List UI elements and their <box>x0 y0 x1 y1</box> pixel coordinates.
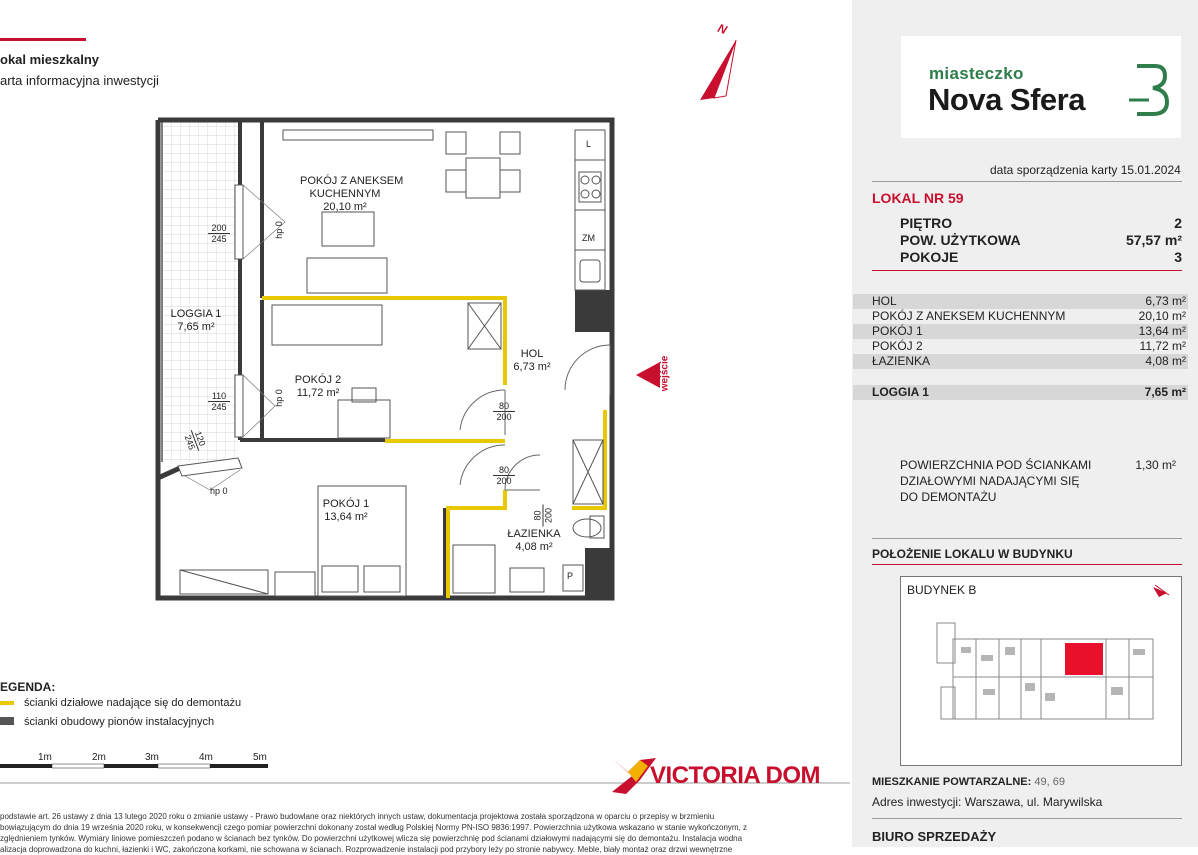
room-area: 4,08 m² <box>1145 354 1186 368</box>
hol-name: HOL <box>520 348 544 360</box>
partition-line-2: DZIAŁOWYMI NADAJĄCYMI SIĘ <box>900 474 1080 488</box>
door1-height: 200 <box>496 412 512 422</box>
door-dim-3 <box>533 505 554 527</box>
area-value: 57,57 m² <box>1125 232 1182 248</box>
window3-height: 245 <box>182 433 198 452</box>
unit-location-highlight <box>1065 643 1103 675</box>
room-name: POKÓJ Z ANEKSEM KUCHENNYM <box>872 309 1066 323</box>
label-kitchen-room <box>300 175 404 214</box>
partition-value: 1,30 m² <box>1135 458 1176 472</box>
appliance-dishwasher-label: ZM <box>582 233 595 243</box>
footnote-line-2: bowiązującym do dnia 19 września 2020 roku, w konsekwencji czego pomiar powierzchni dokonany został według Polskiej Normy PN-ISO 9836:1997. Powierzchnia użytkowa wskazano w stanie wykończonym, z <box>0 823 748 832</box>
pokoj1-area: 13,64 m² <box>324 511 368 523</box>
floor-label: PIĘTRO <box>900 215 953 231</box>
pokoj1-name: POKÓJ 1 <box>322 498 370 510</box>
door1-width: 80 <box>493 401 515 412</box>
label-lazienka <box>506 528 562 554</box>
divider-address <box>872 818 1182 819</box>
location-title: POŁOŻENIE LOKALU W BUDYNKU <box>872 547 1073 561</box>
room-area: 11,72 m² <box>1139 339 1186 353</box>
page-subtitle: arta informacyjna inwestycji <box>0 73 159 88</box>
window-dim-2 <box>208 391 230 412</box>
label-pokoj1 <box>318 498 374 524</box>
scale-label-2m: 2m <box>92 752 106 763</box>
sales-office-title: BIURO SPRZEDAŻY <box>872 829 997 844</box>
label-loggia <box>168 308 224 334</box>
entrance-arrow <box>636 362 660 388</box>
room-row-hol <box>853 294 1188 309</box>
door3-width: 80 <box>533 505 544 527</box>
scale-label-1m: 1m <box>38 752 52 763</box>
room-area: 13,64 m² <box>1138 324 1186 338</box>
divider-partition <box>872 538 1182 539</box>
door3-height: 200 <box>543 507 554 524</box>
pokoj2-name: POKÓJ 2 <box>294 374 342 386</box>
loggia-area: 7,65 m² <box>177 321 215 333</box>
room-area: 20,10 m² <box>1138 309 1186 323</box>
divider-unit <box>872 270 1182 271</box>
room-area: 6,73 m² <box>1145 294 1186 308</box>
card-date: data sporządzenia karty 15.01.2024 <box>990 163 1181 177</box>
window1-height: 245 <box>211 234 227 244</box>
room-name: HOL <box>872 294 897 308</box>
loggia-name: LOGGIA 1 <box>872 385 929 399</box>
floor-value: 2 <box>1174 215 1182 231</box>
legend-swatch-partition <box>0 701 14 705</box>
door2-height: 200 <box>496 476 512 486</box>
address: Adres inwestycji: Warszawa, ul. Marywilska <box>872 795 1103 809</box>
unit-title: LOKAL NR 59 <box>872 190 964 206</box>
scale-label-5m: 5m <box>253 752 267 763</box>
scale-label-4m: 4m <box>199 752 213 763</box>
north-arrow <box>700 40 736 100</box>
window1-width: 200 <box>208 223 230 234</box>
area-label: POW. UŻYTKOWA <box>900 232 1021 248</box>
divider-date <box>872 181 1182 182</box>
window3-hp: hp 0 <box>210 486 228 496</box>
partition-line-3: DO DEMONTAŻU <box>900 490 997 504</box>
entrance-label: wejście <box>659 355 671 392</box>
legend-item-shaft: ścianki obudowy pionów instalacyjnych <box>24 716 215 728</box>
window1-hp: hp 0 <box>273 221 284 239</box>
loggia-area: 7,65 m² <box>1144 385 1186 399</box>
building-label: BUDYNEK B <box>907 583 977 597</box>
room-name: POKÓJ 2 <box>872 339 923 353</box>
rooms-value: 3 <box>1174 249 1182 265</box>
label-hol <box>510 348 554 374</box>
repeat-label <box>872 776 1065 788</box>
window2-hp: hp 0 <box>273 389 284 407</box>
repeat-label-text: MIESZKANIE POWTARZALNE: <box>872 776 1032 788</box>
room-name: POKÓJ 1 <box>872 324 923 338</box>
legend-title: EGENDA: <box>0 680 56 694</box>
room-row-lazienka <box>853 354 1188 369</box>
rooms-label: POKOJE <box>900 249 959 265</box>
door-dim-1 <box>493 401 515 422</box>
legend-swatch-shaft <box>0 717 14 725</box>
partition-text <box>900 457 1091 505</box>
kitchen-room-name-1: POKÓJ Z ANEKSEM <box>300 175 404 187</box>
partition-line-1: POWIERZCHNIA POD ŚCIANKAMI <box>900 458 1092 472</box>
repeat-value: 49, 69 <box>1034 776 1065 788</box>
scale-bar <box>0 764 268 768</box>
window3-width: 120 <box>191 427 209 451</box>
appliance-washer-label: P <box>567 571 574 581</box>
building-location-map <box>900 576 1182 766</box>
window2-width: 110 <box>208 391 230 402</box>
logo-mark-icon <box>1129 60 1169 120</box>
window-dim-1 <box>208 223 230 244</box>
room-name: ŁAZIENKA <box>872 354 931 368</box>
door-dim-2 <box>493 465 515 486</box>
hol-area: 6,73 m² <box>513 361 551 373</box>
appliance-fridge-label: L <box>586 139 592 149</box>
kitchen-room-area: 20,10 m² <box>323 201 367 213</box>
brand-victoria-dom: VICTORIA DOM <box>650 762 821 789</box>
building-map-drawing <box>901 577 1181 765</box>
lazienka-area: 4,08 m² <box>515 541 553 553</box>
loggia-row <box>853 385 1188 400</box>
loggia-name: LOGGIA 1 <box>170 308 222 320</box>
logo-small-text: miasteczko <box>929 64 1024 83</box>
logo-nova-sfera <box>901 36 1181 138</box>
pokoj2-area: 11,72 m² <box>296 387 340 399</box>
scale-label-3m: 3m <box>145 752 159 763</box>
north-label: N <box>715 20 729 38</box>
footnote-line-1: podstawie art. 26 ustawy z dnia 13 lutego 2020 roku o zmianie ustawy - Prawo budowlane oraz niektórych innych ustaw, dokumentacja projektowa została sporządzona w oparciu o przepisy w brzmieniu <box>0 812 715 821</box>
footnote-line-3: zględnieniem tynków. Wymiary liniowe pomieszczeń podano w ścianach bez tynków. Do powierzchni użytkowej wlicza się powierzchnię pod ścianami działowymi nadającymi się do demontażu. Instalacja wodna <box>0 834 743 843</box>
kitchen-room-name-2: KUCHENNYM <box>309 188 381 200</box>
label-pokoj2 <box>290 374 346 400</box>
logo-big-text: Nova Sfera <box>928 82 1085 117</box>
lazienka-name: ŁAZIENKA <box>507 528 561 540</box>
footnote-line-4: alizacja doprowadzona do kuchni, łazienki i WC, zakończona korkami, nie schowana w ścianach. Rozprowadzenie instalacji pod przybory leży po stronie nabywcy. Meble, biały montaż oraz drzwi wewnętrzne <box>0 845 733 854</box>
room-row-kitchen <box>853 309 1188 324</box>
room-row-pokoj2 <box>853 339 1188 354</box>
page-title: okal mieszkalny <box>0 52 99 67</box>
window2-height: 245 <box>211 402 227 412</box>
room-row-pokoj1 <box>853 324 1188 339</box>
divider-location <box>872 564 1182 565</box>
door2-width: 80 <box>493 465 515 476</box>
legend-item-partition: ścianki działowe nadające się do demontażu <box>24 697 242 709</box>
